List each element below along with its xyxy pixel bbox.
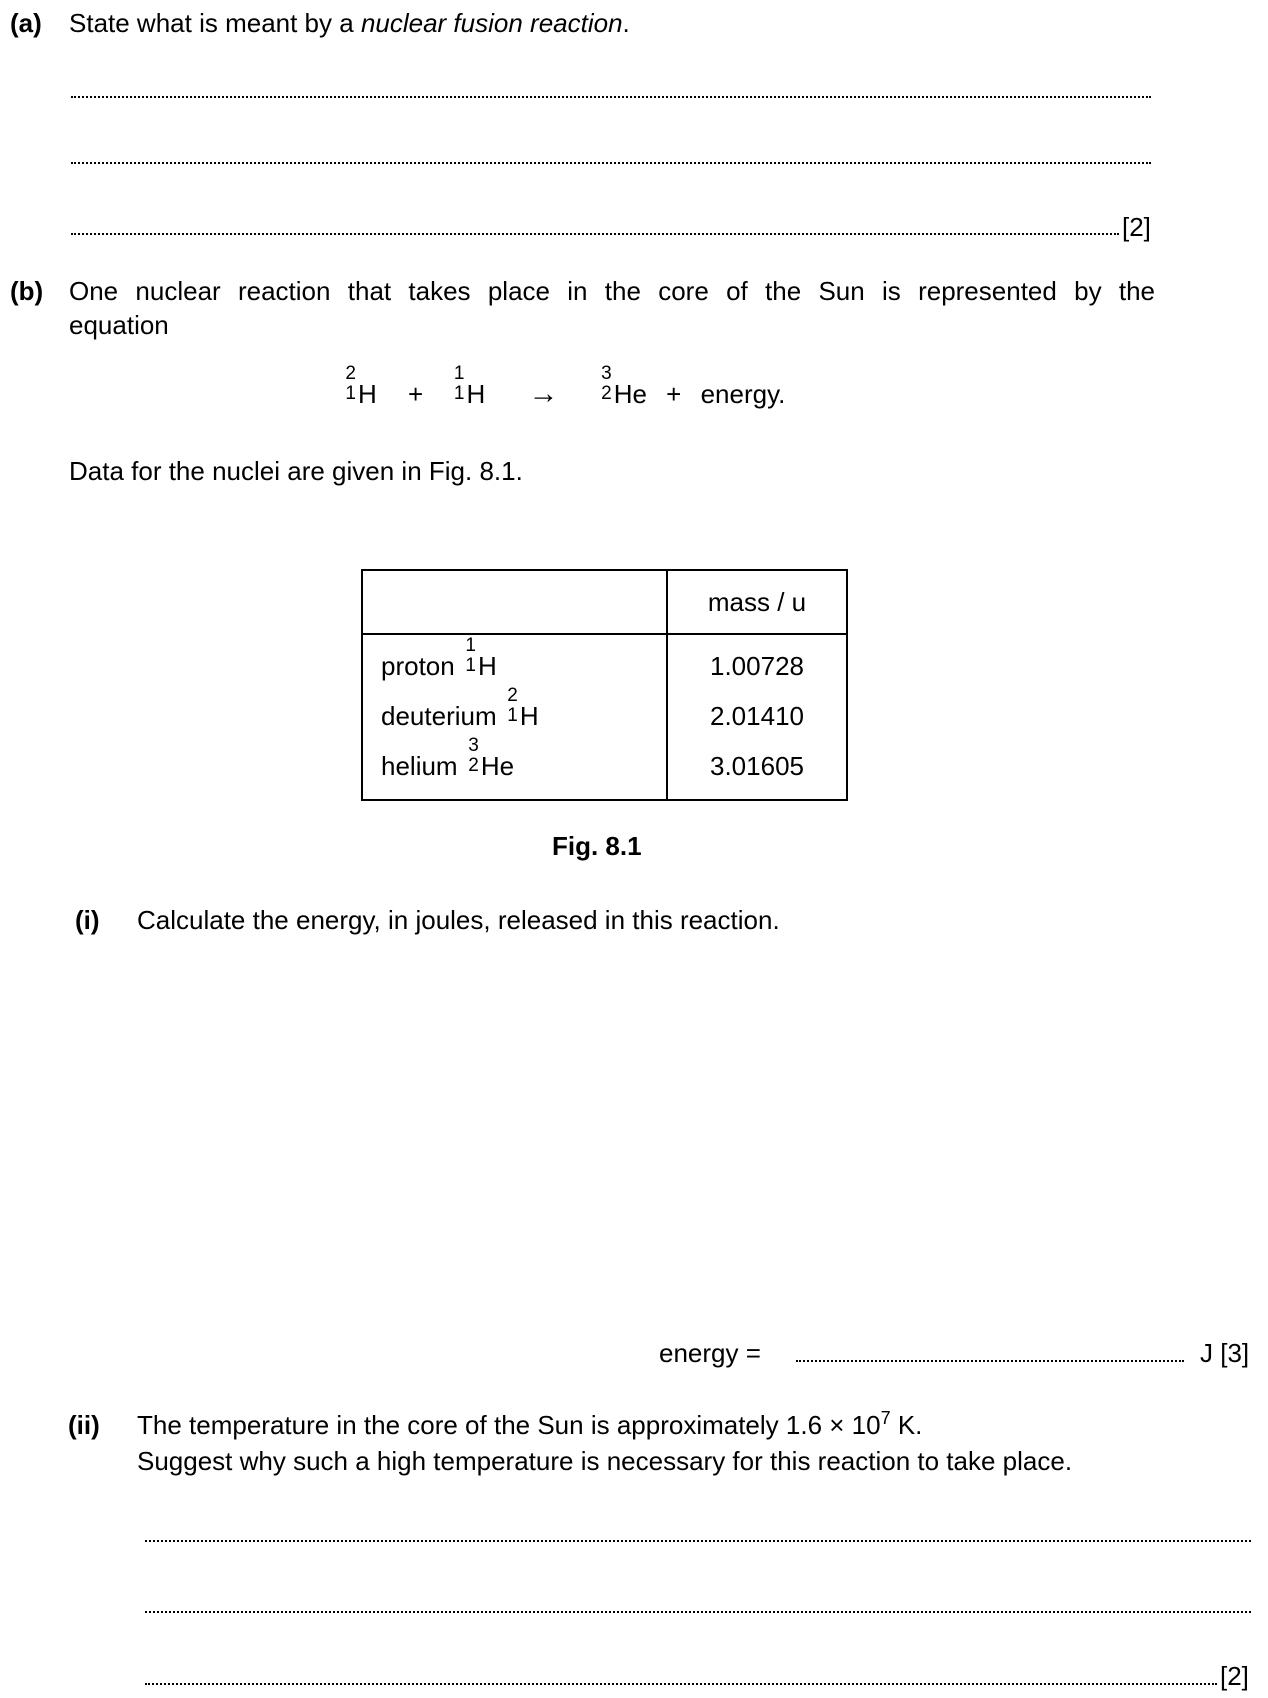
equation-energy: energy.	[700, 379, 786, 409]
table-header-mass: mass / u	[667, 570, 847, 634]
part-a-question	[69, 8, 630, 39]
part-a-text: State what is meant by a	[69, 8, 361, 38]
part-a-italic-term: nuclear fusion reaction	[360, 8, 623, 38]
data-intro: Data for the nuclei are given in Fig. 8.1.	[69, 456, 523, 486]
energy-answer-line[interactable]	[796, 1360, 1184, 1362]
table-row-helium-mass: 3.01605	[710, 751, 804, 781]
table-row-proton-name: proton 1 1 H	[381, 635, 497, 681]
answer-line-b-ii-1[interactable]	[145, 1540, 1251, 1542]
energy-answer-label: energy =	[659, 1338, 761, 1368]
part-b-ii-label: (ii)	[68, 1410, 100, 1440]
equation-plus-2: +	[666, 379, 682, 409]
answer-line-a-2[interactable]	[71, 162, 1151, 164]
energy-unit-mark: J [3]	[1200, 1338, 1250, 1368]
answer-line-a-1[interactable]	[71, 96, 1151, 98]
temperature-exponent: 7	[880, 1408, 891, 1428]
table-row-deuterium-mass: 2.01410	[710, 701, 804, 731]
equation-arrow: →	[528, 377, 559, 410]
working-space[interactable]	[137, 945, 1155, 1325]
equation-helium: 3 2 He	[601, 363, 647, 409]
part-a-label: (a)	[10, 8, 42, 38]
equation-plus-1: +	[408, 379, 424, 409]
table-row-proton-mass: 1.00728	[710, 651, 804, 681]
part-a-mark: [2]	[1122, 212, 1151, 242]
part-b-intro-line1: One nuclear reaction that takes place in the core of the Sun is represented by the	[69, 276, 1155, 306]
part-b-i-label: (i)	[75, 905, 100, 935]
part-b-ii-line1: The temperature in the core of the Sun is approximately $1.6 \times 10^7$ K.	[137, 1408, 923, 1440]
part-b-intro-line2: equation	[69, 310, 169, 340]
nuclear-equation	[342, 363, 786, 411]
equation-deuterium: 2 1 H	[345, 363, 377, 409]
equation-proton: 1 1 H	[453, 363, 486, 409]
part-a-text-end: .	[622, 8, 630, 38]
figure-caption: Fig. 8.1	[552, 831, 642, 861]
nuclei-mass-table	[361, 569, 848, 801]
part-b-ii-line2: Suggest why such a high temperature is necessary for this reaction to take place.	[137, 1446, 1073, 1476]
answer-line-b-ii-3[interactable]	[145, 1683, 1217, 1685]
part-b-ii-mark: [2]	[1220, 1661, 1249, 1691]
table-names-column	[362, 634, 667, 800]
table-mass-column	[667, 634, 847, 800]
part-b-i-question: Calculate the energy, in joules, released in this reaction.	[137, 905, 780, 935]
answer-line-b-ii-2[interactable]	[145, 1611, 1251, 1613]
answer-line-a-3[interactable]	[71, 233, 1119, 235]
part-b-label: (b)	[10, 276, 44, 306]
table-row-helium-name: helium 3 2 He	[381, 735, 515, 781]
table-row-deuterium-name: deuterium 2 1 H	[381, 685, 539, 731]
table-header-empty	[362, 570, 667, 634]
